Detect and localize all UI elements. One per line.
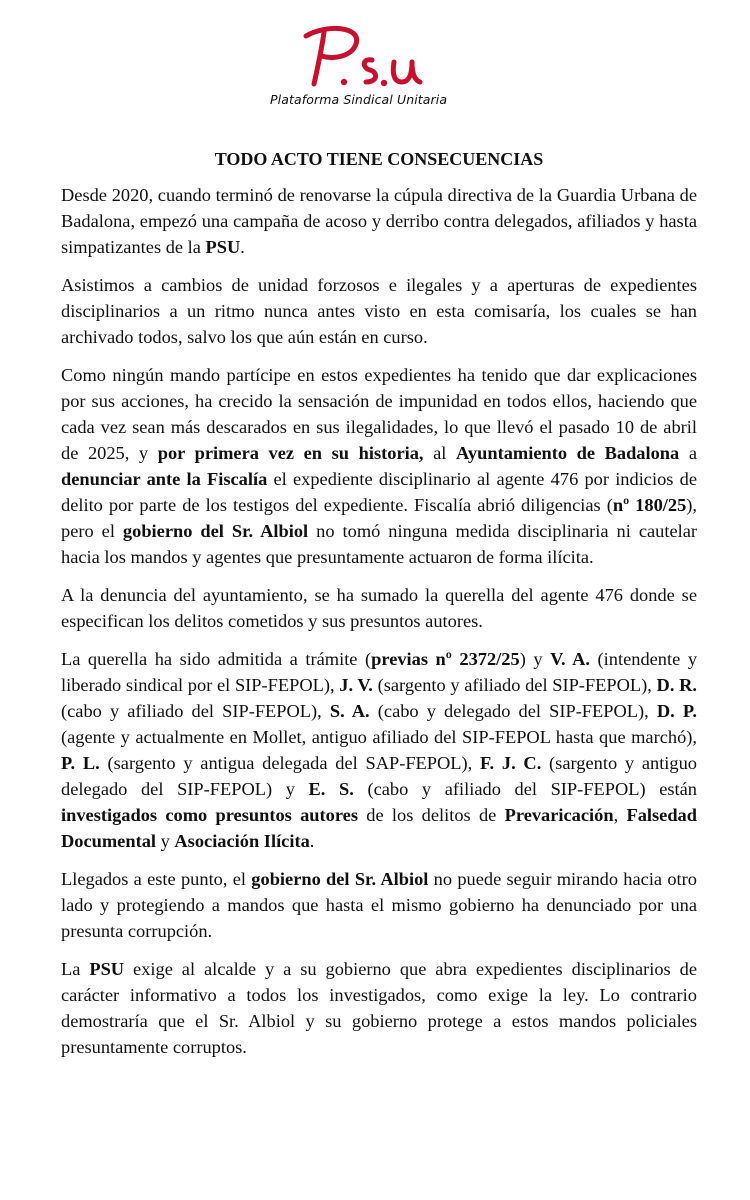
bold-text: V. A. <box>550 649 591 669</box>
psu-logo-mark <box>300 22 440 88</box>
text-run: de los delitos de <box>357 805 505 825</box>
bold-text: E. S. <box>308 779 354 799</box>
bold-text: J. V. <box>339 675 373 695</box>
paragraph-1 <box>61 182 697 260</box>
bold-text: gobierno del Sr. Albiol <box>251 869 429 889</box>
text-run: (intendente y liberado sindical por el SIP-FEPOL), <box>61 649 698 695</box>
text-run: Como ningún mando partícipe en estos expedientes ha tenido que dar explicaciones por sus acciones, ha crecido la sensación de impunidad en todos ellos, haciendo que cada vez sean más descarados en sus ilegalidades, lo que llevó el pasado 10 de abril de 2025, y <box>61 365 697 463</box>
paragraph-6 <box>61 866 697 944</box>
psu-logo <box>270 22 470 112</box>
text-run: a <box>679 443 697 463</box>
bold-text: nº 180/25 <box>612 495 687 515</box>
text-run: (sargento y afiliado del SIP-FEPOL), <box>372 675 657 695</box>
text-run: La querella ha sido admitida a trámite ( <box>61 649 372 669</box>
text-run: A la denuncia del ayuntamiento, se ha sumado la querella del agente 476 donde se especifican los delitos cometidos y sus presuntos autores. <box>61 585 697 631</box>
text-run: (cabo y delegado del SIP-FEPOL), <box>369 701 657 721</box>
bold-text: P. L. <box>61 753 100 773</box>
bold-text: S. A. <box>329 701 370 721</box>
text-run: exige al alcalde y a su gobierno que abra expedientes disciplinarios de carácter informativo a todos los investigados, como exige la ley. Lo contrario demostraría que el Sr. Albiol y su gobierno protege a estos mandos policiales presuntamente corruptos. <box>61 959 698 1057</box>
paragraph-2 <box>61 272 697 350</box>
text-run: . <box>309 831 315 851</box>
bold-text: gobierno del Sr. Albiol <box>122 521 309 541</box>
text-run: (cabo y afiliado del SIP-FEPOL), <box>61 701 330 721</box>
text-run: . <box>240 237 245 257</box>
bold-text: denunciar ante la Fiscalía <box>61 469 268 489</box>
bold-text: D. R. <box>656 675 697 695</box>
bold-text: F. J. C. <box>480 753 542 773</box>
text-run: , <box>613 805 627 825</box>
document-body <box>61 146 697 1072</box>
text-run: La <box>61 959 90 979</box>
bold-text: Asociación Ilícita <box>174 831 310 851</box>
text-run: no tomó ninguna medida disciplinaria ni cautelar hacia los mandos y agentes que presuntamente actuaron de forma ilícita. <box>61 521 698 567</box>
text-run: el expediente disciplinario al agente 476 por indicios de delito por parte de los testigos del expediente. Fiscalía abrió diligencias ( <box>61 469 697 515</box>
paragraph-4 <box>61 582 697 634</box>
bold-text: Prevaricación <box>504 805 614 825</box>
logo-tagline: Plataforma Sindical Unitaria <box>270 92 448 107</box>
bold-text: D. P. <box>656 701 697 721</box>
text-run: y <box>156 831 175 851</box>
bold-text: PSU <box>205 237 241 257</box>
bold-text: PSU <box>89 959 125 979</box>
text-run: al <box>423 443 456 463</box>
bold-text: Ayuntamiento de Badalona <box>456 443 680 463</box>
bold-text: investigados como presuntos autores <box>61 805 358 825</box>
paragraphs <box>61 182 697 1060</box>
text-run: ) y <box>519 649 551 669</box>
text-run: (agente y actualmente en Mollet, antiguo afiliado del SIP-FEPOL hasta que marchó), <box>61 727 697 747</box>
bold-text: previas nº 2372/25 <box>371 649 520 669</box>
text-run: ), pero el <box>61 495 697 541</box>
paragraph-3 <box>61 362 697 570</box>
text-run: Asistimos a cambios de unidad forzosos e ilegales y a aperturas de expedientes disciplinarios a un ritmo nunca antes visto en esta comisaría, los cuales se han archivado todos, salvo los que aún están en curso. <box>61 275 697 347</box>
paragraph-5 <box>61 646 697 854</box>
text-run: (sargento y antigua delegada del SAP-FEPOL), <box>99 753 480 773</box>
text-run: Desde 2020, cuando terminó de renovarse la cúpula directiva de la Guardia Urbana de Badalona, empezó una campaña de acoso y derribo contra delegados, afiliados y hasta simpatizantes de la <box>61 185 697 257</box>
text-run: no puede seguir mirando hacia otro lado y protegiendo a mandos que hasta el mismo gobierno ha denunciado por una presunta corrupción. <box>61 869 697 941</box>
bold-text: por primera vez en su historia, <box>157 443 424 463</box>
text-run: (sargento y antiguo delegado del SIP-FEPOL) y <box>61 753 697 799</box>
document-title: TODO ACTO TIENE CONSECUENCIAS <box>214 149 544 169</box>
bold-text: Falsedad Documental <box>61 805 697 851</box>
text-run: (cabo y afiliado del SIP-FEPOL) están <box>353 779 698 799</box>
text-run: Llegados a este punto, el <box>61 869 252 889</box>
paragraph-7 <box>61 956 697 1060</box>
